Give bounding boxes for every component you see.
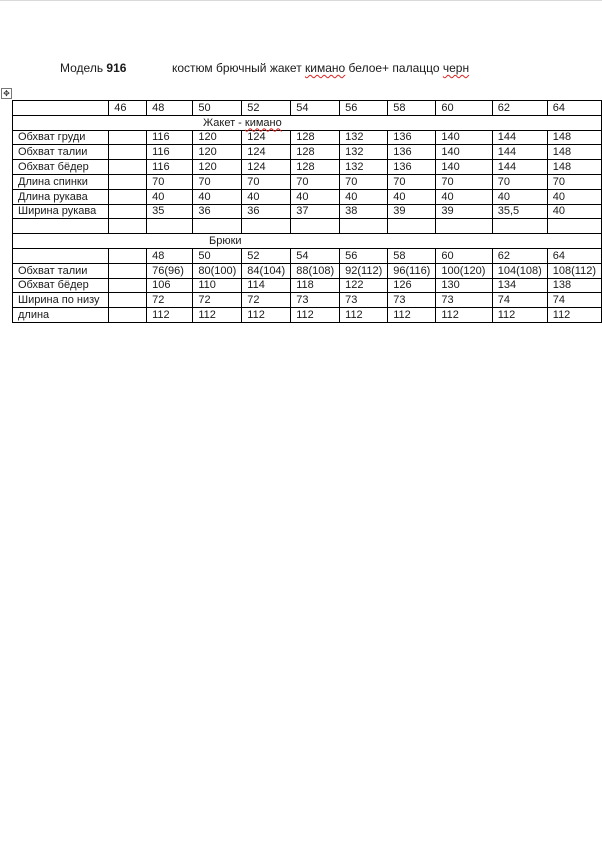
measurement-value: 88(108): [291, 263, 340, 278]
size-header-cell: 58: [388, 248, 436, 263]
section-title-jacket: [13, 115, 602, 130]
measurement-value: 36: [242, 204, 291, 219]
empty-cell: [340, 219, 388, 234]
measurement-value: 138: [547, 278, 601, 293]
measurement-label: Обхват талии: [13, 263, 109, 278]
size-header-cell: 48: [147, 248, 193, 263]
measurement-value: 140: [436, 130, 492, 145]
table-row: [13, 308, 602, 323]
measurement-value: 40: [547, 189, 601, 204]
measurement-value: 118: [291, 278, 340, 293]
measurement-value: 76(96): [147, 263, 193, 278]
size-header-cell: 48: [147, 101, 193, 116]
measurement-value: [109, 130, 147, 145]
table-row: [13, 189, 602, 204]
table-row: [13, 160, 602, 175]
measurement-value: 120: [193, 145, 242, 160]
document-title: [60, 61, 470, 75]
measurement-value: 122: [340, 278, 388, 293]
measurement-label: Ширина рукава: [13, 204, 109, 219]
table-row: [13, 174, 602, 189]
measurement-value: 73: [436, 293, 492, 308]
size-table-body: [13, 101, 602, 323]
measurement-value: [109, 174, 147, 189]
measurement-value: 110: [193, 278, 242, 293]
description-part: белое+ палаццо: [345, 61, 443, 75]
measurement-value: 70: [242, 174, 291, 189]
measurement-value: 120: [193, 160, 242, 175]
measurement-value: [109, 263, 147, 278]
measurement-value: 40: [492, 189, 547, 204]
table-row: [13, 278, 602, 293]
measurement-value: 40: [242, 189, 291, 204]
measurement-label: Длина спинки: [13, 174, 109, 189]
size-header-cell: 62: [492, 248, 547, 263]
measurement-value: 148: [547, 130, 601, 145]
size-header-cell: 52: [242, 248, 291, 263]
size-header-cell: [13, 101, 109, 116]
measurement-label: Обхват бёдер: [13, 278, 109, 293]
measurement-value: 112: [436, 308, 492, 323]
empty-cell: [109, 219, 147, 234]
measurement-value: 130: [436, 278, 492, 293]
measurement-value: 92(112): [340, 263, 388, 278]
measurement-value: 126: [388, 278, 436, 293]
measurement-value: 136: [388, 160, 436, 175]
measurement-value: [109, 160, 147, 175]
move-arrows-icon[interactable]: ✥: [1, 88, 12, 99]
measurement-value: 72: [147, 293, 193, 308]
empty-cell: [547, 219, 601, 234]
measurement-value: 140: [436, 145, 492, 160]
measurement-value: 128: [291, 130, 340, 145]
spellcheck-word-chern: черн: [442, 61, 470, 75]
measurement-value: 70: [388, 174, 436, 189]
measurement-value: 148: [547, 145, 601, 160]
empty-cell: [436, 219, 492, 234]
measurement-value: 35: [147, 204, 193, 219]
measurement-value: 100(120): [436, 263, 492, 278]
size-header-cell: 56: [340, 248, 388, 263]
measurement-value: 70: [147, 174, 193, 189]
measurement-value: [109, 308, 147, 323]
size-header-cell: 62: [492, 101, 547, 116]
measurement-value: [109, 145, 147, 160]
size-header-cell: 60: [436, 248, 492, 263]
model-number: 916: [106, 61, 127, 75]
measurement-value: 74: [547, 293, 601, 308]
section-title-trousers: Брюки: [13, 234, 602, 249]
measurement-value: 106: [147, 278, 193, 293]
measurement-value: 40: [340, 189, 388, 204]
empty-cell: [13, 219, 109, 234]
measurement-value: [109, 189, 147, 204]
measurement-value: 112: [193, 308, 242, 323]
measurement-value: 73: [388, 293, 436, 308]
size-header-cell: 50: [193, 248, 242, 263]
empty-cell: [147, 219, 193, 234]
trousers-size-header-row: [13, 248, 602, 263]
measurement-value: 36: [193, 204, 242, 219]
size-header-cell: 50: [193, 101, 242, 116]
size-table: [12, 100, 602, 323]
measurement-value: 96(116): [388, 263, 436, 278]
section-row-jacket: [13, 115, 602, 130]
measurement-value: 128: [291, 145, 340, 160]
measurement-value: 134: [492, 278, 547, 293]
empty-cell: [242, 219, 291, 234]
measurement-value: 120: [193, 130, 242, 145]
measurement-value: 104(108): [492, 263, 547, 278]
model-label: Модель: [60, 61, 104, 75]
measurement-value: 136: [388, 145, 436, 160]
measurement-value: 70: [340, 174, 388, 189]
measurement-value: 112: [147, 308, 193, 323]
measurement-value: 84(104): [242, 263, 291, 278]
measurement-value: 108(112): [547, 263, 601, 278]
measurement-label: Обхват бёдер: [13, 160, 109, 175]
measurement-value: 116: [147, 130, 193, 145]
measurement-value: 124: [242, 130, 291, 145]
size-header-cell: 46: [109, 101, 147, 116]
measurement-value: 39: [436, 204, 492, 219]
measurement-value: 114: [242, 278, 291, 293]
size-header-cell: 58: [388, 101, 436, 116]
section-title-text: Жакет -: [203, 116, 245, 129]
measurement-label: длина: [13, 308, 109, 323]
empty-cell: [492, 219, 547, 234]
page-top-border: [0, 0, 602, 1]
empty-row: [13, 219, 602, 234]
description-part: костюм брючный жакет: [172, 61, 306, 75]
measurement-value: 112: [242, 308, 291, 323]
empty-cell: [388, 219, 436, 234]
measurement-value: [109, 278, 147, 293]
measurement-value: 132: [340, 130, 388, 145]
measurement-value: 73: [340, 293, 388, 308]
measurement-value: 140: [436, 160, 492, 175]
measurement-value: 116: [147, 145, 193, 160]
measurement-value: 70: [492, 174, 547, 189]
measurement-value: 144: [492, 160, 547, 175]
measurement-value: 148: [547, 160, 601, 175]
spellcheck-word-kimono: кимано: [244, 116, 282, 129]
measurement-value: 38: [340, 204, 388, 219]
size-header-cell: 60: [436, 101, 492, 116]
table-row: [13, 130, 602, 145]
measurement-value: 128: [291, 160, 340, 175]
section-row-trousers: [13, 234, 602, 249]
measurement-value: 124: [242, 145, 291, 160]
measurement-value: 72: [242, 293, 291, 308]
measurement-value: [109, 293, 147, 308]
measurement-value: 112: [388, 308, 436, 323]
measurement-value: 37: [291, 204, 340, 219]
measurement-value: 40: [291, 189, 340, 204]
measurement-value: 112: [291, 308, 340, 323]
measurement-value: [109, 204, 147, 219]
table-row: [13, 145, 602, 160]
size-header-cell: 52: [242, 101, 291, 116]
measurement-value: 136: [388, 130, 436, 145]
size-header-cell: [109, 248, 147, 263]
measurement-value: 70: [547, 174, 601, 189]
measurement-value: 144: [492, 130, 547, 145]
measurement-value: 40: [388, 189, 436, 204]
measurement-value: 112: [340, 308, 388, 323]
measurement-value: 40: [193, 189, 242, 204]
measurement-label: Обхват талии: [13, 145, 109, 160]
measurement-value: 132: [340, 160, 388, 175]
size-header-row: [13, 101, 602, 116]
measurement-value: 70: [436, 174, 492, 189]
measurement-value: 40: [147, 189, 193, 204]
measurement-label: Обхват груди: [13, 130, 109, 145]
table-row: [13, 204, 602, 219]
measurement-value: 39: [388, 204, 436, 219]
table-row: [13, 293, 602, 308]
table-row: [13, 263, 602, 278]
measurement-label: Длина рукава: [13, 189, 109, 204]
measurement-value: 112: [492, 308, 547, 323]
measurement-value: 144: [492, 145, 547, 160]
measurement-value: 116: [147, 160, 193, 175]
measurement-value: 70: [291, 174, 340, 189]
size-header-cell: 64: [547, 248, 601, 263]
empty-cell: [291, 219, 340, 234]
size-header-cell: 56: [340, 101, 388, 116]
size-header-cell: 54: [291, 101, 340, 116]
measurement-label: Ширина по низу: [13, 293, 109, 308]
measurement-value: 80(100): [193, 263, 242, 278]
empty-cell: [193, 219, 242, 234]
measurement-value: 70: [193, 174, 242, 189]
measurement-value: 124: [242, 160, 291, 175]
size-header-cell: [13, 248, 109, 263]
measurement-value: 132: [340, 145, 388, 160]
size-header-cell: 64: [547, 101, 601, 116]
size-header-cell: 54: [291, 248, 340, 263]
measurement-value: 40: [436, 189, 492, 204]
spellcheck-word-kimono: кимано: [305, 61, 346, 75]
measurement-value: 72: [193, 293, 242, 308]
model-description: [172, 61, 469, 75]
measurement-value: 73: [291, 293, 340, 308]
measurement-value: 35,5: [492, 204, 547, 219]
measurement-value: 74: [492, 293, 547, 308]
measurement-value: 40: [547, 204, 601, 219]
measurement-value: 112: [547, 308, 601, 323]
